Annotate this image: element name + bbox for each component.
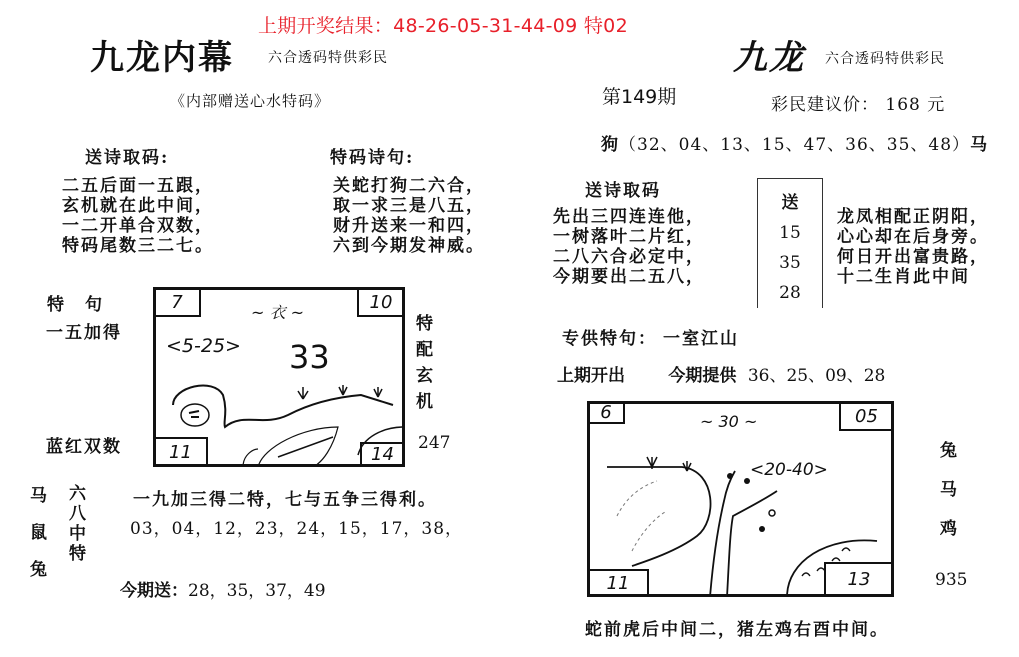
send-header: 送: [781, 193, 799, 213]
poem-line: 何日开出富贵路，: [837, 247, 989, 267]
number-range: <20-40>: [750, 460, 828, 480]
corner-number: 11: [153, 437, 208, 467]
vertical-number: 247: [418, 433, 451, 453]
send-number: 28: [779, 283, 801, 303]
provide-label: 今期提供: [668, 366, 737, 386]
poem-b-heading: 特码诗句:: [330, 148, 415, 168]
zodiac-right: 马: [970, 135, 989, 155]
poem-line: 玄机就在此中间，: [62, 196, 214, 216]
right-hint-picture: [587, 401, 894, 597]
poem-line: 龙凤相配正阴阳，: [837, 207, 989, 227]
column-char: 六: [69, 484, 86, 504]
poem-b: [333, 176, 485, 256]
poem-line: 特码尾数三二七。: [62, 236, 214, 256]
send-column: [757, 178, 823, 308]
poem-line: 一树落叶二片红，: [553, 227, 705, 247]
right-title: 九龙: [733, 38, 805, 78]
send-number: 35: [779, 253, 801, 273]
bottom-riddle: 蛇前虎后中间二，猪左鸡右酉中间。: [585, 620, 889, 640]
number-list: 03，04，12，23，24，15，17，38，: [130, 519, 464, 539]
vertical-label: [416, 311, 433, 415]
vertical-char: 玄: [416, 366, 433, 386]
zodiac-char: 鼠: [30, 523, 47, 543]
corner-number: 6: [587, 401, 625, 424]
corner-number: 10: [357, 287, 405, 317]
zodiac-numbers: （32、04、13、15、47、36、35、48）: [619, 135, 971, 155]
special-phrase-line1: 一五加得: [46, 323, 122, 343]
special-phrase-line2: 蓝红双数: [46, 437, 122, 457]
poem-line: 二八六合必定中，: [553, 247, 705, 267]
zodiac-char: 鸡: [940, 519, 957, 539]
price: [771, 90, 945, 115]
left-title: 九龙内幕: [90, 38, 234, 78]
column-char: 中: [69, 524, 86, 544]
column-char: 八: [69, 504, 86, 524]
provide-numbers: 36、25、09、28: [747, 366, 886, 386]
left-hint-picture: [153, 287, 405, 467]
send-label: 今期送：: [120, 581, 188, 601]
poem-a: [62, 176, 214, 256]
sky-glyph: ~ 30 ~: [700, 412, 758, 431]
special-phrase-heading: 特 句: [47, 295, 104, 315]
zodiac-char: 马: [30, 486, 47, 506]
zodiac-column-left: [30, 478, 47, 589]
poem-line: 财升送来一和四，: [333, 216, 485, 236]
poem-line: 取一求三是八五，: [333, 196, 485, 216]
sky-glyph: ~ 衣 ~: [251, 303, 304, 322]
zodiac-char: 兔: [940, 441, 957, 461]
price-value: 168: [885, 95, 921, 115]
vertical-char: 特: [416, 314, 433, 334]
special-phrase-value: 一室江山: [663, 329, 739, 349]
poem-a-heading: 送诗取码:: [85, 148, 170, 168]
send-numbers: 28，35，37，49: [188, 581, 326, 601]
poem-line: 二五后面一五跟，: [62, 176, 214, 196]
side-number: 935: [935, 570, 968, 590]
right-poem-right: [837, 207, 989, 287]
last-issue-label: 上期开出: [557, 366, 625, 386]
provide-line: [557, 361, 885, 386]
landscape-sketch-icon: [153, 287, 405, 467]
poem-line: 心心却在后身旁。: [837, 227, 989, 247]
corner-number: 7: [153, 287, 201, 317]
poem-line: 先出三四连连他，: [553, 207, 705, 227]
zodiac-left: 狗: [601, 135, 619, 155]
right-subtitle: 六合透码特供彩民: [825, 51, 945, 67]
last-draw-result: 上期开奖结果：48-26-05-31-44-09 特02: [258, 15, 628, 37]
price-unit: 元: [927, 95, 946, 115]
price-label: 彩民建议价：: [771, 95, 879, 115]
vertical-char: 机: [416, 392, 433, 412]
special-phrase: [562, 324, 739, 349]
vertical-char: 配: [416, 340, 433, 360]
number-range: <5-25>: [166, 335, 241, 357]
corner-number: 13: [824, 562, 894, 597]
zodiac-column-right: [940, 432, 957, 549]
zodiac-char: 兔: [30, 560, 47, 580]
corner-number: 11: [587, 569, 649, 597]
poem-line: 关蛇打狗二六合，: [333, 176, 485, 196]
poem-line: 今期要出二五八，: [553, 267, 705, 287]
big-number: 33: [289, 338, 330, 376]
left-subtitle: 六合透码特供彩民: [268, 50, 388, 66]
send-number: 15: [779, 223, 801, 243]
corner-number: 05: [839, 401, 894, 431]
send-this-issue: [120, 576, 326, 601]
inner-title: 《内部赠送心水特码》: [170, 92, 331, 110]
corner-number: 14: [360, 442, 405, 467]
tree-landscape-sketch-icon: [587, 401, 894, 597]
special-phrase-label: 专供特句：: [562, 329, 657, 349]
riddle: 一九加三得二特，七与五争三得利。: [133, 490, 437, 510]
issue-number: 第149期: [602, 86, 677, 108]
column-char: 特: [69, 544, 86, 564]
right-poem-heading: 送诗取码: [585, 181, 661, 201]
poem-line: 十二生肖此中间: [837, 267, 970, 287]
poem-line: 六到今期发神威。: [333, 236, 485, 256]
six-eight-column: [69, 484, 86, 564]
poem-line: 一二开单合双数，: [62, 216, 214, 236]
right-poem-left: [553, 207, 705, 287]
zodiac-char: 马: [940, 480, 957, 500]
zodiac-line: [601, 130, 988, 155]
